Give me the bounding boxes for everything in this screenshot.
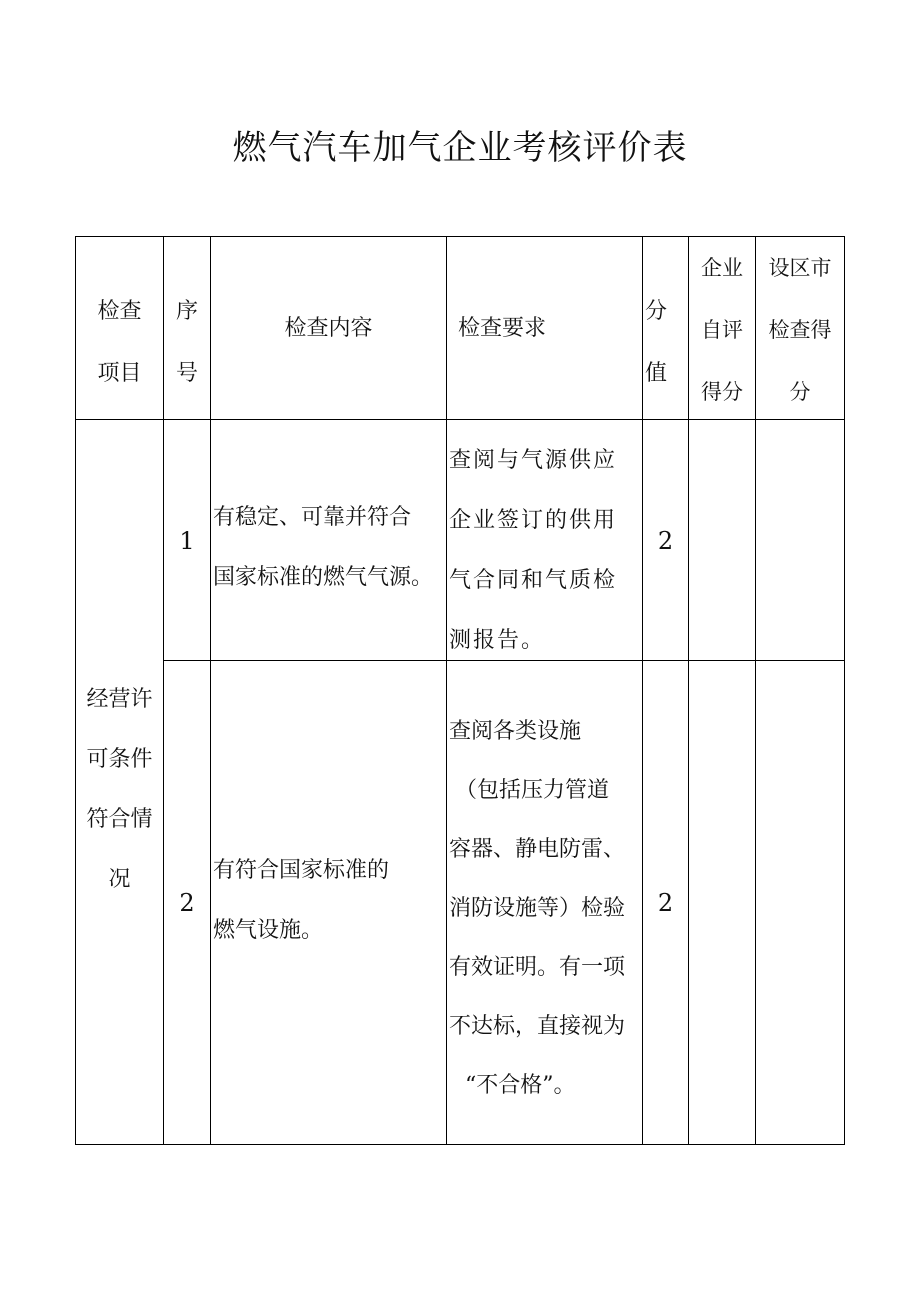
content-line: 国家标准的燃气气源。 <box>213 565 434 590</box>
row-content <box>213 488 446 608</box>
header-requirement: 检查要求 <box>458 316 547 341</box>
category-cell <box>76 670 163 910</box>
requirement-line: 查阅与气源供应 <box>449 448 618 473</box>
col-divider-3 <box>446 236 447 1145</box>
row-requirement <box>449 431 642 671</box>
header-city-score <box>756 237 844 423</box>
header-city-line: 分 <box>789 380 811 404</box>
requirement-line: 不达标，直接视为 <box>449 1014 626 1039</box>
header-self-line: 企业 <box>701 256 743 280</box>
header-seq <box>164 281 210 405</box>
requirement-line: 有效证明。有一项 <box>449 955 626 980</box>
header-item-line: 检查 <box>97 299 142 324</box>
requirement-line: 测报告。 <box>449 628 546 653</box>
category-line: 符合情 <box>86 807 153 832</box>
requirement-line: 容器、静电防雷、 <box>449 837 626 862</box>
requirement-line: “不合格”。 <box>465 1073 576 1098</box>
requirement-line: 企业签订的供用 <box>449 508 618 533</box>
col-divider-2 <box>210 236 211 1145</box>
row-seq: 2 <box>179 889 195 917</box>
header-item-line: 项目 <box>97 361 142 386</box>
requirement-line: 消防设施等）检验 <box>449 896 626 921</box>
row-seq: 1 <box>179 527 195 555</box>
requirement-line: （包括压力管道 <box>455 778 610 803</box>
header-self-score <box>689 237 755 423</box>
header-score-line: 分 <box>645 299 668 324</box>
content-line: 有稳定、可靠并符合 <box>213 505 412 530</box>
page-title: 燃气汽车加气企业考核评价表 <box>232 128 688 168</box>
col-divider-4 <box>642 236 643 1145</box>
header-content: 检查内容 <box>284 316 373 341</box>
header-score <box>645 281 688 405</box>
table-border-bottom <box>75 1144 845 1145</box>
content-line: 有符合国家标准的 <box>213 858 390 883</box>
row-score: 2 <box>657 889 674 917</box>
header-self-line: 得分 <box>701 380 743 404</box>
header-self-line: 自评 <box>701 318 743 342</box>
header-item <box>76 281 163 405</box>
category-line: 经营许 <box>86 687 153 712</box>
row-requirement <box>449 702 642 1115</box>
content-line: 燃气设施。 <box>213 918 324 943</box>
requirement-line: 气合同和气质检 <box>449 568 618 593</box>
header-score-line: 值 <box>645 361 668 386</box>
requirement-line: 查阅各类设施 <box>449 719 582 744</box>
header-city-line: 设区市 <box>768 256 832 280</box>
category-line: 况 <box>108 867 131 892</box>
header-city-line: 检查得 <box>768 318 832 342</box>
header-seq-line: 序 <box>175 299 198 324</box>
row-score: 2 <box>657 527 674 555</box>
header-seq-line: 号 <box>175 361 198 386</box>
row-content <box>213 841 446 961</box>
category-line: 可条件 <box>86 747 153 772</box>
table-border-right <box>844 236 845 1145</box>
